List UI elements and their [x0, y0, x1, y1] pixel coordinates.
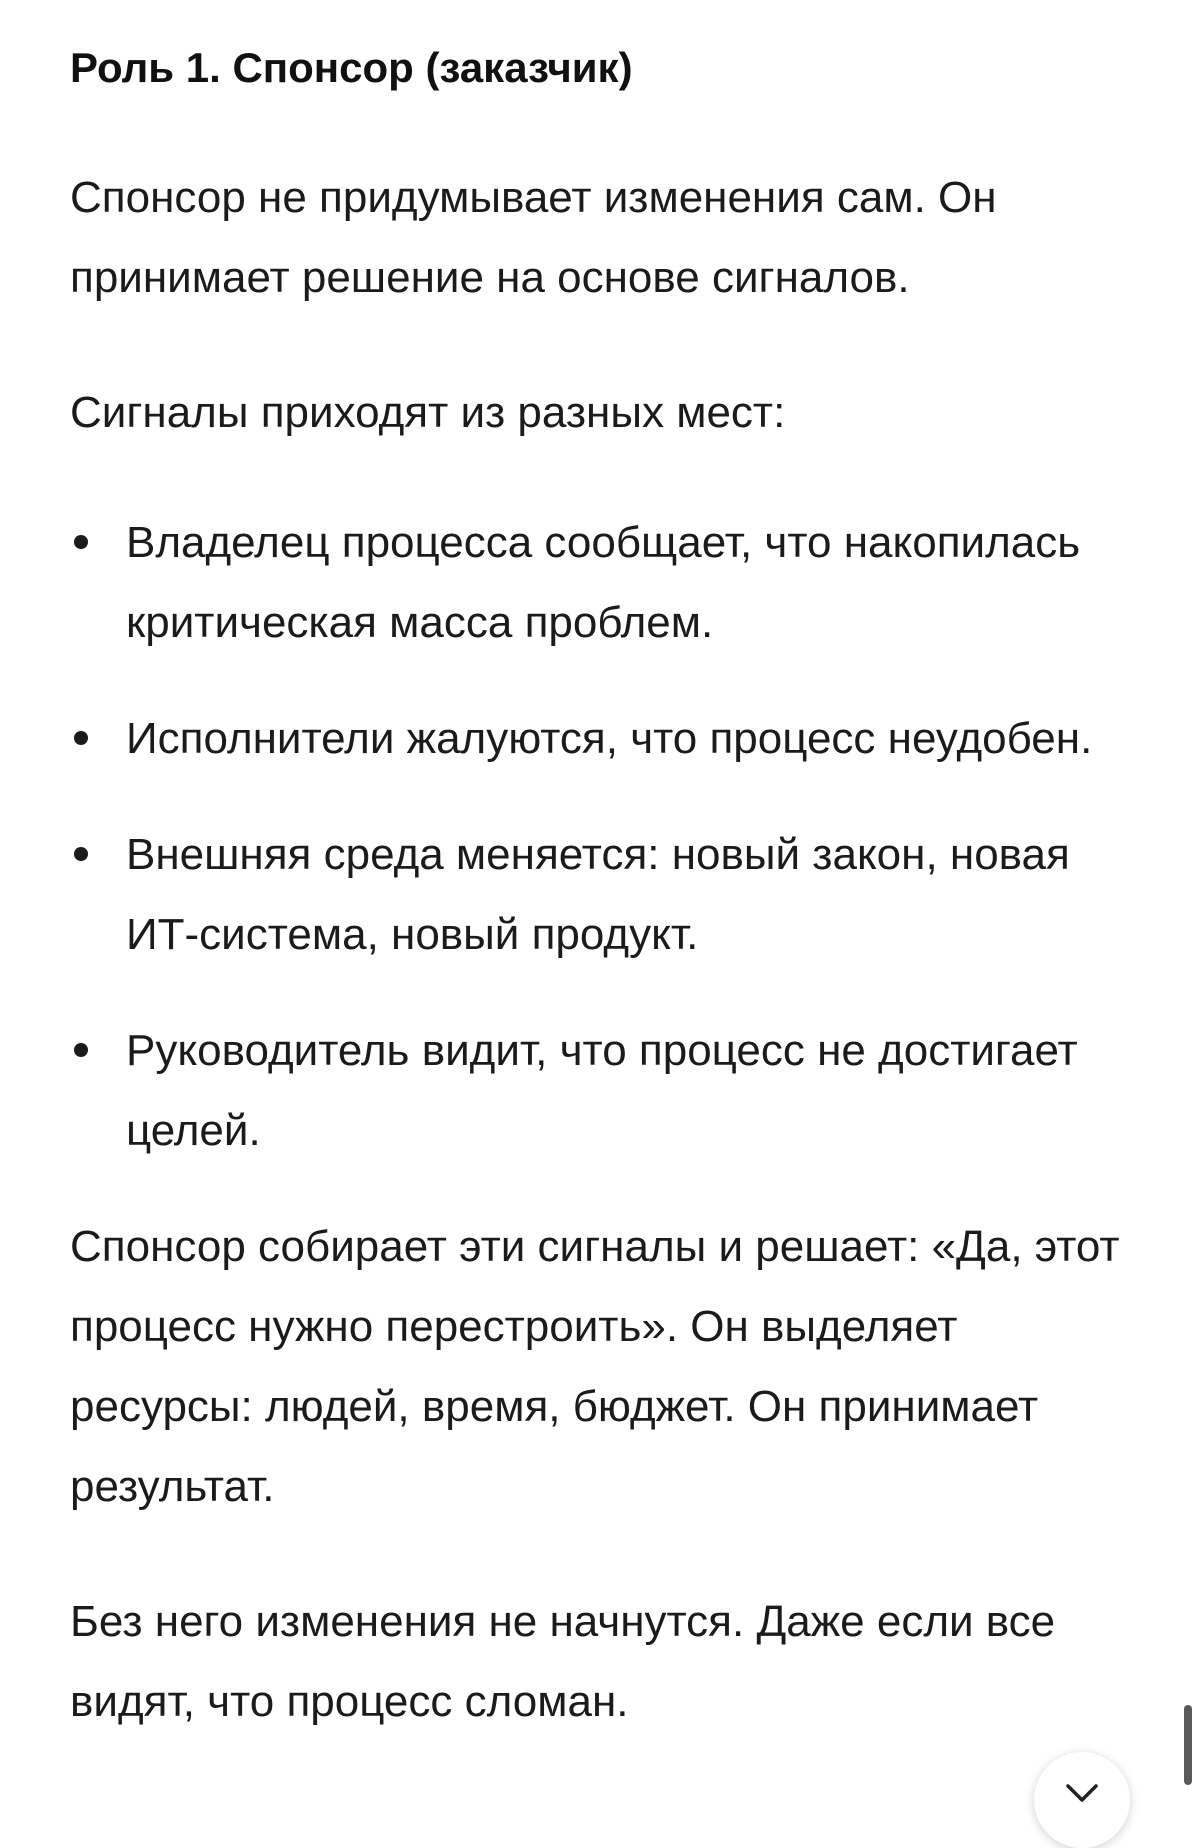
signals-list — [70, 503, 1140, 1171]
list-item — [70, 815, 1140, 975]
article-content — [70, 0, 1140, 1742]
list-item — [70, 699, 1140, 779]
list-item-text: Внешняя среда меняется: новый закон, новая ИТ-система, новый продукт. — [126, 830, 1070, 959]
bullet-dot-icon — [74, 535, 88, 549]
list-item-text: Руководитель видит, что процесс не достигает целей. — [126, 1026, 1078, 1155]
list-item — [70, 503, 1140, 663]
section-heading: Роль 1. Спонсор (заказчик) — [70, 44, 633, 91]
paragraph-sponsor-decision: Спонсор не придумывает изменения сам. Он принимает решение на основе сигналов. — [70, 173, 997, 302]
paragraph-conclusion: Без него изменения не начнутся. Даже если все видят, что процесс сломан. — [70, 1597, 1056, 1726]
bullet-dot-icon — [74, 731, 88, 745]
list-item-text: Исполнители жалуются, что процесс неудобен. — [126, 714, 1093, 763]
paragraph-signals-intro: Сигналы приходят из разных мест: — [70, 388, 786, 437]
list-item-text: Владелец процесса сообщает, что накопилась критическая масса проблем. — [126, 518, 1081, 647]
list-item — [70, 1011, 1140, 1171]
scroll-down-button[interactable] — [1034, 1752, 1130, 1848]
scrollbar-thumb[interactable] — [1184, 1705, 1192, 1785]
bullet-dot-icon — [74, 847, 88, 861]
chevron-down-icon — [1064, 1782, 1100, 1804]
paragraph-sponsor-action: Спонсор собирает эти сигналы и решает: «Да, этот процесс нужно перестроить». Он выделяет ресурсы: людей, время, бюджет. Он принимает результат. — [70, 1222, 1120, 1511]
bullet-dot-icon — [74, 1043, 88, 1057]
